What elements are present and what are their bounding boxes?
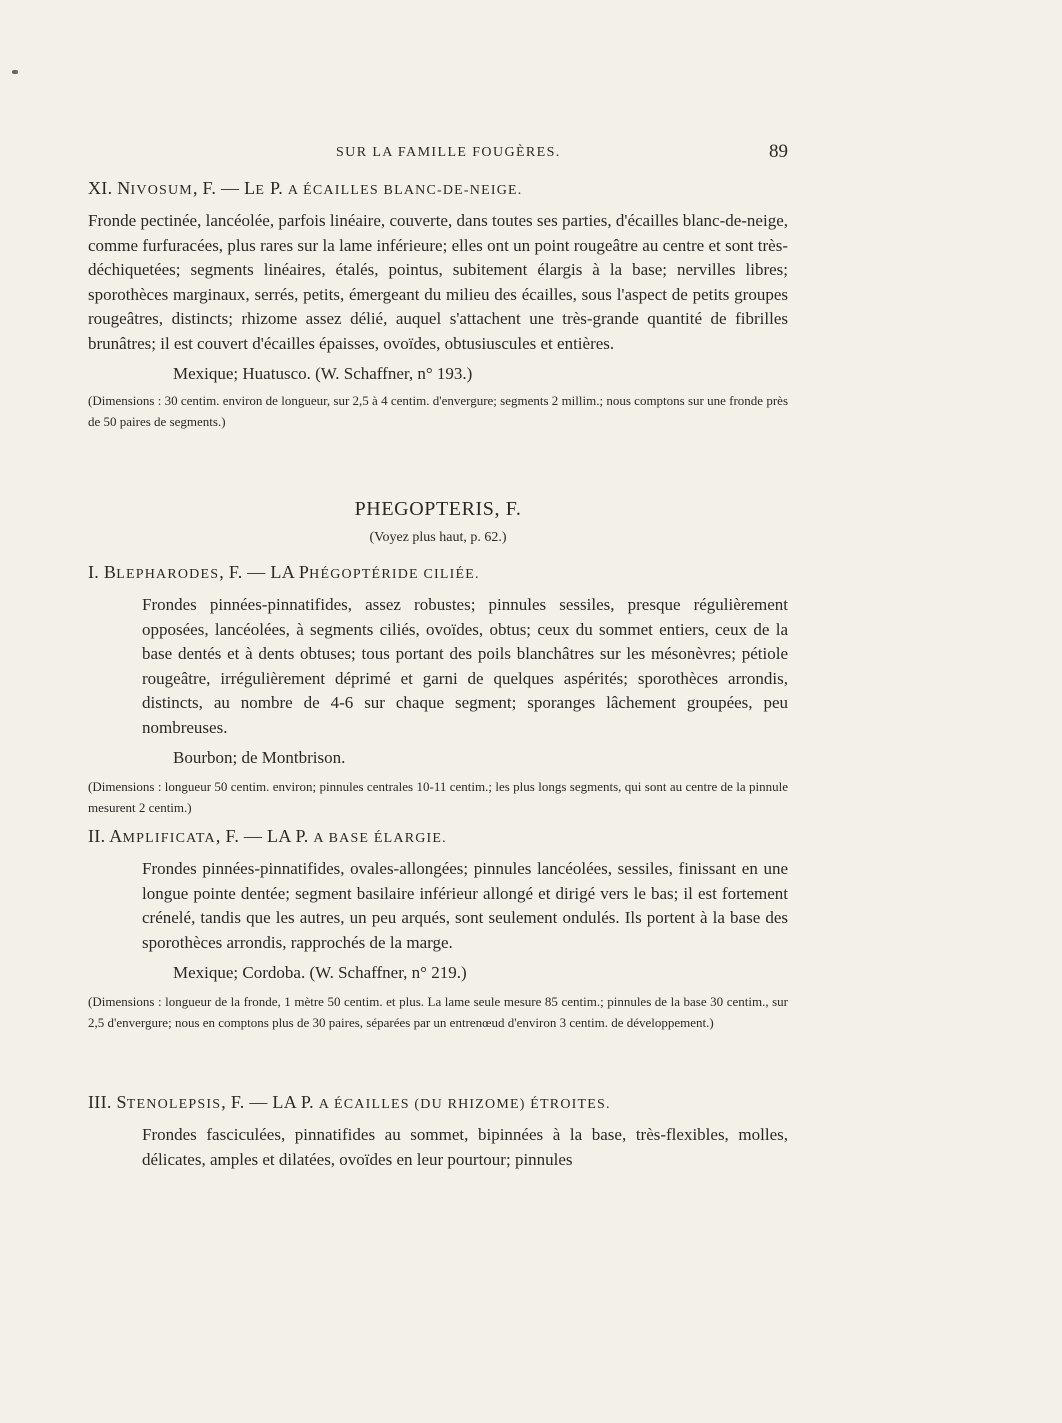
page-number: 89 [769,141,788,162]
section-iii-description: Frondes fasciculées, pinnatifides au sommet, bipinnées à la base, très-flexibles, molles, délicates, amples et dilatées, ovoïdes en leur pourtour; pinnules [142,1125,788,1169]
section-ii-heading: II. AMPLIFICATA, F. — LA P. A BASE ÉLARGIE. [88,826,447,846]
genus-block [88,496,788,548]
section-i-locality: Bourbon; de Montbrison. [173,748,346,767]
section-xi-locality: Mexique; Huatusco. (W. Schaffner, n° 193.) [173,364,473,383]
section-i-dimensions: (Dimensions : longueur 50 centim. environ; pinnules centrales 10-11 centim.; les plus longs segments, qui sont au centre de la pinnule mesurent 2 centim.) [88,779,788,815]
section-iii [88,1090,788,1172]
section-i-description: Frondes pinnées-pinnatifides, assez robustes; pinnules sessiles, presque régulièrement opposées, lancéolées, à segments ciliés, ovoïdes, obtus; ceux du sommet entiers, ceux de la base dentés et à dents obtuses; tous portant des poils blanchâtres sur les mésonèvres; pétiole rougeâtre, irrégulièrement déprimé et garni de quelques aspérités; sporothèces arrondis, distincts, au nombre de 4-6 sur chaque segment; sporanges lâchement groupées, peu nombreuses. [142,595,788,737]
section-ii-description: Frondes pinnées-pinnatifides, ovales-allongées; pinnules lancéolées, sessiles, finissant en une longue pointe dentée; segment basilaire inférieur allongé et dirigé vers le bas; il est fortement crénelé, tandis que les autres, un peu arqués, sont seulement ondulés. Ils portent à la base des sporothèces arrondis, rapprochés de la marge. [142,859,788,952]
section-xi-heading: XI. NIVOSUM, F. — LE P. A ÉCAILLES BLANC-DE-NEIGE. [88,178,523,198]
section-ii-locality: Mexique; Cordoba. (W. Schaffner, n° 219.) [173,963,467,982]
genus-title: PHEGOPTERIS, F. [354,498,522,520]
running-title: SUR LA FAMILLE FOUGÈRES. [336,145,561,160]
section-xi [88,176,788,432]
section-ii-dimensions: (Dimensions : longueur de la fronde, 1 mètre 50 centim. et plus. La lame seule mesure 85 centim.; pinnules de la base 30 centim., sur 2,5 d'envergure; nous en comptons plus de 30 paires, séparées par un entrenœud d'environ 3 centim. de développement.) [88,994,788,1030]
section-ii [88,824,788,1033]
page-header [88,143,788,167]
genus-reference: (Voyez plus haut, p. 62.) [369,530,507,545]
scan-mark [12,70,18,74]
section-xi-dimensions: (Dimensions : 30 centim. environ de longueur, sur 2,5 à 4 centim. d'envergure; segments 2 millim.; nous comptons sur une fronde près de 50 paires de segments.) [88,393,788,429]
section-i-heading: I. BLEPHARODES, F. — LA PHÉGOPTÉRIDE CILIÉE. [88,562,480,582]
section-iii-heading: III. STENOLEPSIS, F. — LA P. A ÉCAILLES (DU RHIZOME) ÉTROITES. [88,1092,611,1112]
section-i [88,560,788,818]
section-xi-description: Fronde pectinée, lancéolée, parfois linéaire, couverte, dans toutes ses parties, d'écailles blanc-de-neige, comme furfuracées, plus rares sur la lame inférieure; elles ont un point rougeâtre au centre et sont très-déchiquetées; segments linéaires, étalés, pointus, subitement élargis à la base; nervilles libres; sporothèces marginaux, serrés, petits, émergeant du milieu des écailles, sous l'aspect de petits groupes rougeâtres, distincts; rhizome assez délié, auquel s'attachent une très-grande quantité de fibrilles brunâtres; il est couvert d'écailles épaisses, ovoïdes, obtusiuscules et entières. [88,211,788,353]
